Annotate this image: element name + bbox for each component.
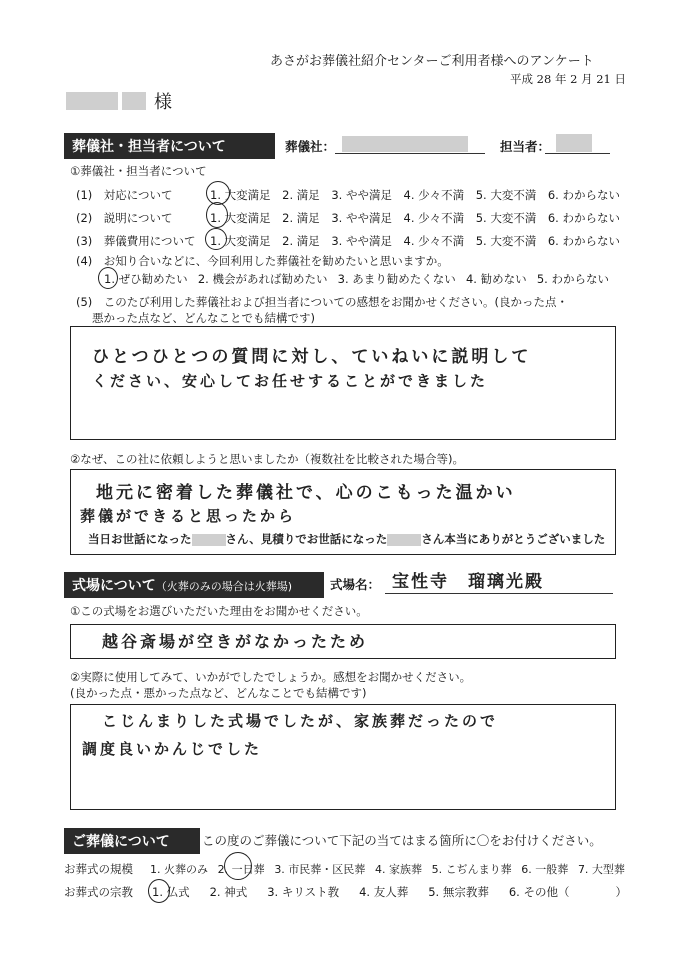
venue-q1-answer: 越谷斎場が空きがなかったため <box>102 632 369 651</box>
q5-text-1: (5) このたび利用した葬儀社および担当者についての感想をお聞かせください。(良かった点・ <box>76 295 569 309</box>
option-6[interactable]: 6. 一般葬 <box>521 863 569 876</box>
q2-answer-segment: さん、見積りでお世話になった <box>225 532 388 546</box>
redacted-surname <box>66 92 118 110</box>
option-3[interactable]: 3. やや満足 <box>331 211 392 225</box>
option-2[interactable]: 2. 機会があれば勧めたい <box>197 272 328 286</box>
option-6[interactable]: 6. わからない <box>547 234 620 248</box>
q2-text: ②なぜ、この社に依頼しようと思いましたか（複数社を比較された場合等)。 <box>70 452 464 466</box>
redacted-staff-name <box>387 534 421 546</box>
venue-label: 式場名： <box>330 577 381 592</box>
rating-row-label: (2) 説明について <box>76 211 173 225</box>
option-4[interactable]: 4. 少々不満 <box>403 211 465 225</box>
section-funeral-company-title: 葬儀社・担当者について <box>64 133 275 159</box>
q2-answer-segment: さん本当にありがとうございました <box>421 532 606 546</box>
redacted-staff-name <box>556 134 592 152</box>
section-venue-title-text: 式場について <box>72 578 156 594</box>
option-5[interactable]: 5. 大変不満 <box>475 188 537 202</box>
option-4[interactable]: 4. 家族葬 <box>374 863 422 876</box>
option-1[interactable]: 1. ぜひ勧めたい <box>104 272 188 286</box>
venue-q2-text: ②実際に使用してみて、いかがでしたでしょうか。感想をお聞かせください。 <box>70 670 472 684</box>
staff-underline <box>545 153 610 154</box>
rating-row-options <box>210 187 620 203</box>
recipient-suffix: 様 <box>154 92 172 113</box>
option-1[interactable]: 1. 仏式 <box>152 885 190 899</box>
redacted-company-name <box>342 136 468 152</box>
option-1[interactable]: 1. 火葬のみ <box>150 863 208 876</box>
section-funeral-title: ご葬儀について <box>64 828 200 854</box>
option-4[interactable]: 4. 少々不満 <box>403 188 465 202</box>
option-3[interactable]: 3. やや満足 <box>331 234 392 248</box>
option-2[interactable]: 2. 満足 <box>282 188 320 202</box>
q1-heading: ①葬儀社・担当者について <box>70 164 207 178</box>
funeral-scale-options <box>150 861 625 877</box>
redacted-staff-name <box>192 534 226 546</box>
staff-label: 担当者： <box>500 139 551 154</box>
q5-answer-line-2: ください、安心してお任せすることができました <box>92 372 489 390</box>
venue-name: 宝性寺 瑠璃光殿 <box>392 572 544 592</box>
funeral-religion-label: お葬式の宗教 <box>64 885 133 899</box>
rating-row-options <box>210 233 620 249</box>
q5-text-2: 悪かった点など、どんなことでも結構です) <box>92 311 315 325</box>
option-1[interactable]: 1. 大変満足 <box>210 234 271 248</box>
option-5[interactable]: 5. 無宗教葬 <box>428 885 489 899</box>
venue-q2-answer-line-2: 調度良いかんじでした <box>82 740 263 758</box>
option-3[interactable]: 3. あまり勧めたくない <box>337 272 456 286</box>
q2-answer-line-2: 葬儀ができると思ったから <box>80 507 297 525</box>
q4-text: (4) お知り合いなどに、今回利用した葬儀社を勧めたいと思いますか。 <box>76 254 449 268</box>
venue-q1-text: ①この式場をお選びいただいた理由をお聞かせください。 <box>70 604 368 618</box>
rating-row-label: (1) 対応について <box>76 188 173 202</box>
option-3[interactable]: 3. やや満足 <box>331 188 392 202</box>
rating-row-label: (3) 葬儀費用について <box>76 234 196 248</box>
survey-title: あさがお葬儀社紹介センターご利用者様へのアンケート <box>270 54 594 69</box>
option-6[interactable]: 6. わからない <box>547 211 620 225</box>
venue-q2-text-2: (良かった点・悪かった点など、どんなことでも結構です) <box>70 686 367 700</box>
section-venue-title <box>64 572 324 598</box>
funeral-instruction: この度のご葬儀について下記の当てはまる箇所に〇をお付けください。 <box>202 833 602 848</box>
option-5[interactable]: 5. わからない <box>536 272 609 286</box>
option-7[interactable]: 7. 大型葬 <box>577 863 625 876</box>
option-3[interactable]: 3. キリスト教 <box>267 885 340 899</box>
rating-row-options <box>210 210 620 226</box>
selection-circle-mark <box>205 228 227 250</box>
option-4[interactable]: 4. 友人葬 <box>359 885 409 899</box>
survey-date: 平成 28 年 2 月 21 日 <box>510 72 627 86</box>
q2-answer-line-3 <box>88 531 605 547</box>
option-1[interactable]: 1. 大変満足 <box>210 188 271 202</box>
selection-circle-mark <box>206 202 228 228</box>
option-2[interactable]: 2. 一日葬 <box>217 863 265 876</box>
option-2[interactable]: 2. 満足 <box>282 211 320 225</box>
venue-q2-answer-line-1: こじんまりした式場でしたが、家族葬だったので <box>102 712 499 730</box>
option-2[interactable]: 2. 神式 <box>209 885 248 899</box>
option-2[interactable]: 2. 満足 <box>282 234 320 248</box>
redacted-given-name <box>122 92 146 110</box>
selection-circle-mark <box>224 852 252 880</box>
funeral-religion-options <box>152 884 627 900</box>
option-5[interactable]: 5. こぢんまり葬 <box>431 863 512 876</box>
option-6[interactable]: 6. わからない <box>547 188 620 202</box>
option-4[interactable]: 4. 少々不満 <box>403 234 465 248</box>
option-4[interactable]: 4. 勧めない <box>465 272 527 286</box>
funeral-company-label: 葬儀社： <box>285 139 336 154</box>
selection-circle-mark <box>148 879 170 903</box>
venue-underline <box>385 593 613 594</box>
q5-answer-line-1: ひとつひとつの質問に対し、ていねいに説明して <box>92 347 532 367</box>
q2-answer-segment: 当日お世話になった <box>88 532 192 546</box>
section-venue-title-note: （火葬のみの場合は火葬場) <box>155 580 293 593</box>
option-6[interactable]: 6. その他（ ） <box>508 885 627 899</box>
company-underline <box>335 153 485 154</box>
option-1[interactable]: 1. 大変満足 <box>210 211 271 225</box>
option-3[interactable]: 3. 市民葬・区民葬 <box>274 863 366 876</box>
option-5[interactable]: 5. 大変不満 <box>475 234 537 248</box>
selection-circle-mark <box>98 267 118 289</box>
q4-options <box>104 271 609 287</box>
option-5[interactable]: 5. 大変不満 <box>475 211 537 225</box>
funeral-scale-label: お葬式の規模 <box>64 862 133 876</box>
q2-answer-line-1: 地元に密着した葬儀社で、心のこもった温かい <box>96 483 516 503</box>
